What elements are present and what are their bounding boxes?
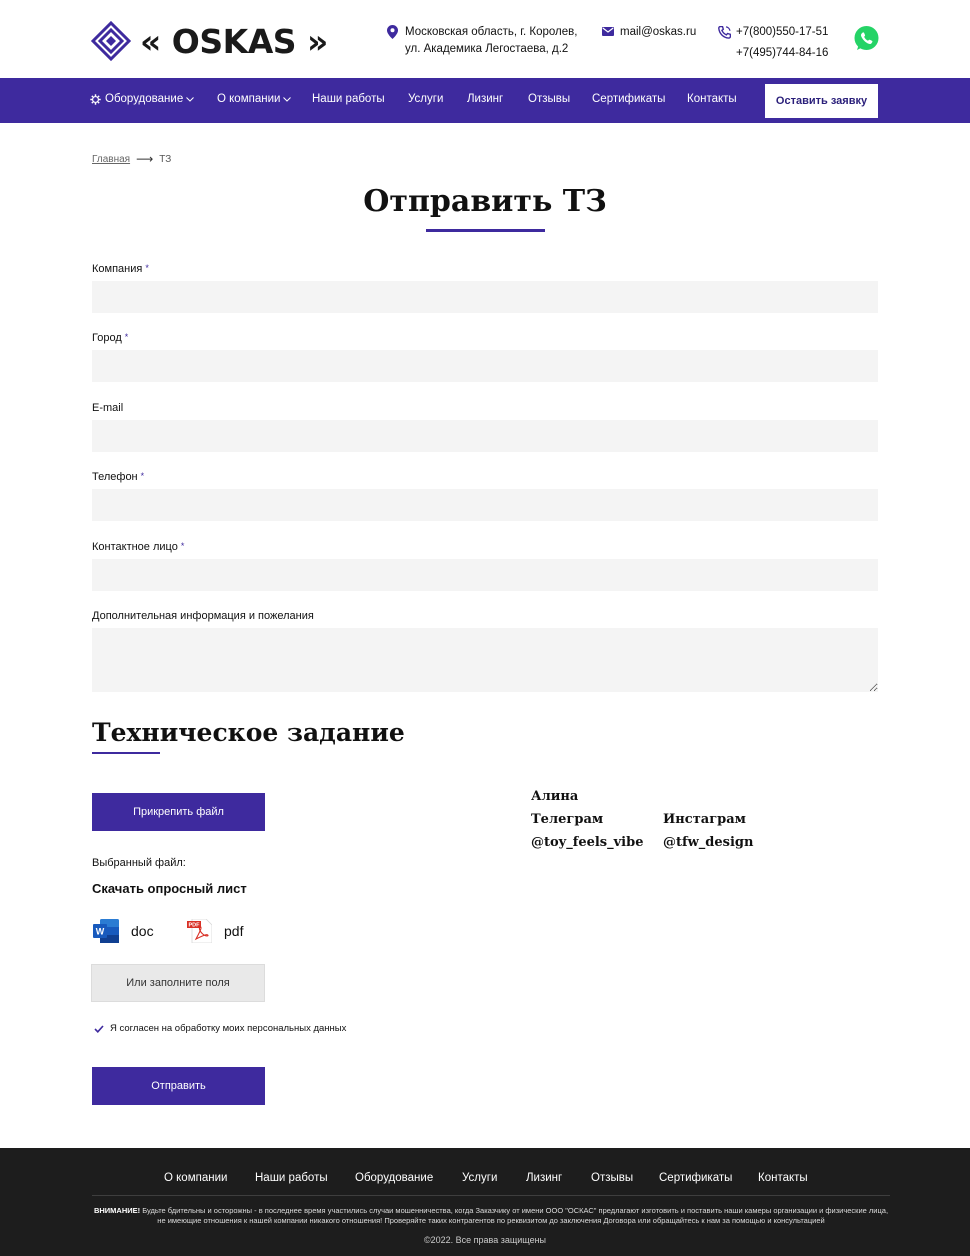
tech-spec-underline bbox=[92, 752, 160, 754]
nav-label: Отзывы bbox=[528, 93, 571, 105]
logo[interactable] bbox=[90, 20, 328, 62]
mail-icon bbox=[602, 27, 614, 37]
consent-checkbox[interactable] bbox=[92, 1022, 105, 1035]
phone-contact bbox=[718, 24, 828, 62]
nav-label: Сертификаты bbox=[592, 93, 666, 105]
nav-label: Услуги bbox=[408, 93, 444, 105]
consent-label: Я согласен на обработку моих персональных данных bbox=[110, 1023, 347, 1034]
logo-icon bbox=[90, 20, 132, 62]
phone-1[interactable]: +7(800)550-17-51 bbox=[736, 26, 829, 38]
nav-label: Оборудование bbox=[105, 93, 184, 105]
additional-info-label: Дополнительная информация и пожелания bbox=[92, 610, 314, 622]
contact-person-name: Алина bbox=[531, 789, 579, 804]
telegram-label: Телеграм bbox=[531, 812, 604, 827]
nav-item-reviews[interactable] bbox=[528, 93, 570, 105]
email-contact[interactable] bbox=[602, 24, 696, 41]
doc-label: doc bbox=[131, 923, 154, 939]
copyright: ©2022. Все права защищены bbox=[423, 1235, 547, 1245]
nav-label: Контакты bbox=[687, 93, 737, 105]
location-pin-icon bbox=[387, 25, 398, 39]
footer-link-contacts[interactable]: Контакты bbox=[758, 1172, 808, 1184]
instagram-handle[interactable]: @tfw_design bbox=[663, 835, 754, 850]
email-label: E-mail bbox=[92, 402, 124, 414]
breadcrumb bbox=[92, 152, 171, 166]
address-line1: Московская область, г. Королев, bbox=[405, 26, 578, 38]
city-field[interactable] bbox=[92, 350, 878, 382]
phone-icon bbox=[718, 26, 731, 39]
submit-button[interactable]: Отправить bbox=[92, 1067, 265, 1105]
contact-person-field[interactable] bbox=[92, 559, 878, 591]
checkmark-icon bbox=[94, 1025, 104, 1033]
nav-item-contacts[interactable] bbox=[687, 93, 737, 105]
nav-label: Наши работы bbox=[312, 93, 385, 105]
title-underline bbox=[426, 229, 545, 232]
site-header bbox=[0, 0, 970, 78]
phone-field[interactable] bbox=[92, 489, 878, 521]
fraud-warning: ВНИМАНИЕ! Будьте бдительны и осторожны - в последнее время участились случаи мошенничества, когда Заказчику от имени ООО "ОСКАС" предлагают изготовить и поставить наши камеры организации и физические лица, не имеющие отношения к нашей компании никакого отношения! Проверяйте таких контрагентов по реквизитом до заключения Договора или обращайтесь к нам за помощью и консультацией bbox=[93, 1206, 889, 1225]
fill-fields-button[interactable]: Или заполните поля bbox=[91, 964, 265, 1002]
word-doc-icon bbox=[93, 919, 119, 943]
chevron-down-icon bbox=[186, 97, 194, 102]
nav-item-works[interactable] bbox=[312, 93, 385, 105]
footer-divider bbox=[92, 1195, 890, 1196]
footer-link-services[interactable]: Услуги bbox=[462, 1172, 498, 1184]
gear-icon bbox=[90, 94, 101, 105]
tech-spec-title: Техническое задание bbox=[92, 718, 405, 747]
nav-item-equipment[interactable] bbox=[90, 93, 194, 105]
nav-label: Лизинг bbox=[467, 93, 504, 105]
nav-item-leasing[interactable] bbox=[467, 93, 503, 105]
leave-request-button[interactable]: Оставить заявку bbox=[765, 84, 878, 118]
additional-info-field[interactable] bbox=[92, 628, 878, 692]
svg-text:PDF: PDF bbox=[188, 922, 200, 929]
phone-2[interactable]: +7(495)744-84-16 bbox=[736, 47, 829, 59]
pdf-icon bbox=[187, 919, 212, 943]
footer-link-certificates[interactable]: Сертификаты bbox=[659, 1172, 733, 1184]
breadcrumb-current: ТЗ bbox=[159, 153, 172, 165]
city-label: Город * bbox=[92, 332, 129, 344]
attach-file-button[interactable]: Прикрепить файл bbox=[92, 793, 265, 831]
footer-link-works[interactable]: Наши работы bbox=[255, 1172, 328, 1184]
email-field[interactable] bbox=[92, 420, 878, 452]
footer-link-about[interactable]: О компании bbox=[164, 1172, 228, 1184]
footer-link-leasing[interactable]: Лизинг bbox=[526, 1172, 563, 1184]
logo-text: « OSKAS » bbox=[140, 21, 328, 61]
download-doc-link[interactable] bbox=[93, 919, 154, 943]
breadcrumb-arrow: ⟶ bbox=[136, 152, 154, 166]
email-link[interactable]: mail@oskas.ru bbox=[620, 26, 697, 38]
nav-item-about[interactable] bbox=[217, 93, 291, 105]
site-footer bbox=[0, 1148, 970, 1256]
svg-text:W: W bbox=[95, 926, 105, 937]
main-nav bbox=[0, 78, 970, 123]
nav-label: О компании bbox=[217, 93, 281, 105]
phone-label: Телефон * bbox=[92, 471, 145, 483]
footer-link-equipment[interactable]: Оборудование bbox=[355, 1172, 434, 1184]
chosen-file-label: Выбранный файл: bbox=[92, 857, 186, 869]
chevron-down-icon bbox=[283, 97, 291, 102]
company-label: Компания * bbox=[92, 263, 149, 275]
nav-item-services[interactable] bbox=[408, 93, 443, 105]
instagram-label: Инстаграм bbox=[663, 812, 746, 827]
consent-row[interactable] bbox=[92, 1022, 346, 1035]
footer-link-reviews[interactable]: Отзывы bbox=[591, 1172, 634, 1184]
download-questionnaire-title: Скачать опросный лист bbox=[92, 881, 247, 896]
breadcrumb-home-link[interactable]: Главная bbox=[92, 153, 131, 165]
whatsapp-icon[interactable] bbox=[853, 25, 880, 52]
page-title: Отправить ТЗ bbox=[363, 184, 607, 219]
contact-person-label: Контактное лицо * bbox=[92, 541, 185, 553]
pdf-label: pdf bbox=[224, 923, 244, 939]
telegram-handle[interactable]: @toy_feels_vibe bbox=[531, 835, 644, 850]
nav-item-certificates[interactable] bbox=[592, 93, 665, 105]
company-field[interactable] bbox=[92, 281, 878, 313]
download-pdf-link[interactable] bbox=[187, 919, 243, 943]
address bbox=[387, 24, 577, 58]
address-line2: ул. Академика Легостаева, д.2 bbox=[405, 43, 569, 55]
